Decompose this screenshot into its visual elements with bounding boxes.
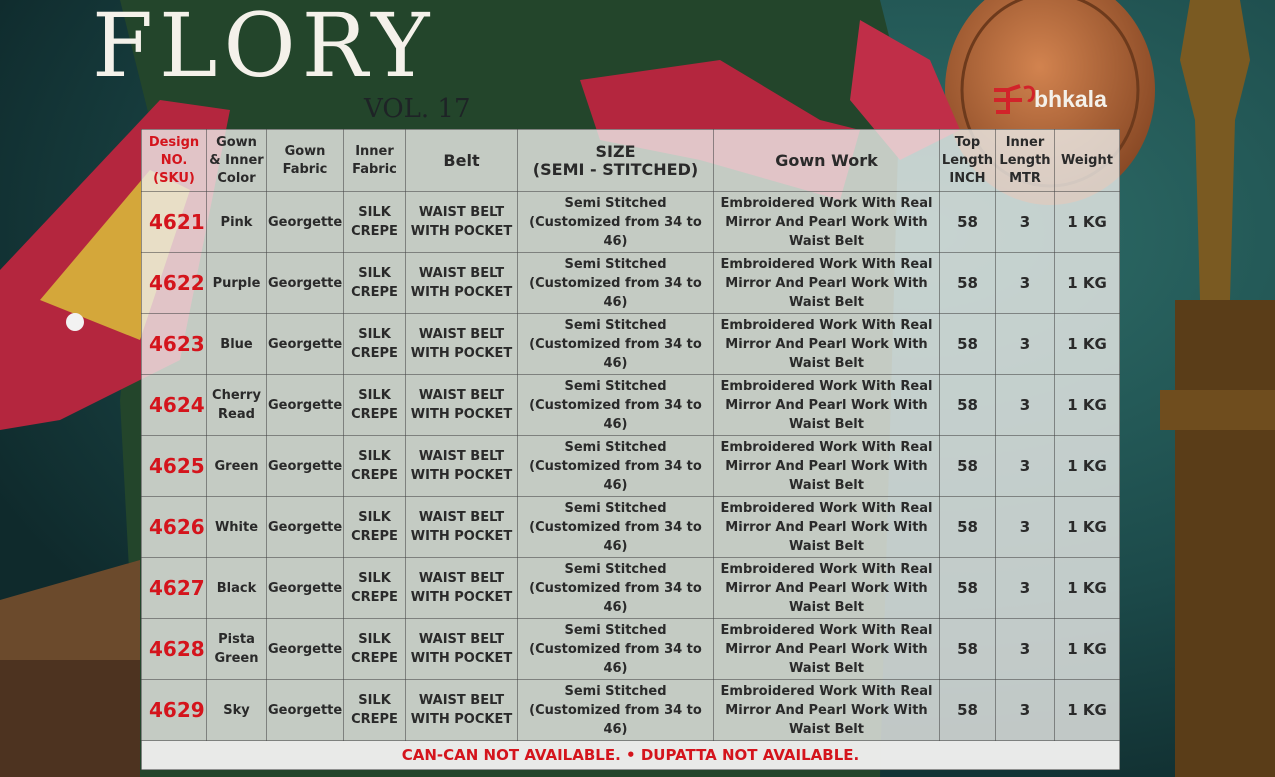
size-cell: Semi Stitched (Customized from 34 to 46) [518, 375, 714, 436]
gown-work-cell: Embroidered Work With Real Mirror And Pearl Work With Waist Belt [714, 192, 940, 253]
gown-work-cell: Embroidered Work With Real Mirror And Pearl Work With Waist Belt [714, 314, 940, 375]
header-row [142, 130, 1120, 192]
size-cell: Semi Stitched (Customized from 34 to 46) [518, 192, 714, 253]
sku-cell: 4628 [142, 619, 207, 680]
inner-length-cell: 3 [996, 253, 1055, 314]
inner-fabric-cell: SILK CREPE [344, 680, 406, 741]
sku-cell: 4629 [142, 680, 207, 741]
header-fabric: Gown Fabric [267, 130, 344, 192]
top-length-cell: 58 [940, 314, 996, 375]
sku-cell: 4621 [142, 192, 207, 253]
fabric-cell: Georgette [267, 558, 344, 619]
weight-cell: 1 KG [1055, 314, 1120, 375]
fabric-cell: Georgette [267, 619, 344, 680]
volume-label: VOL. 17 [364, 94, 471, 124]
inner-length-cell: 3 [996, 558, 1055, 619]
header-size: SIZE (SEMI - STITCHED) [518, 130, 714, 192]
inner-length-cell: 3 [996, 314, 1055, 375]
gown-work-cell: Embroidered Work With Real Mirror And Pearl Work With Waist Belt [714, 497, 940, 558]
size-cell: Semi Stitched (Customized from 34 to 46) [518, 619, 714, 680]
gown-work-cell: Embroidered Work With Real Mirror And Pearl Work With Waist Belt [714, 436, 940, 497]
weight-cell: 1 KG [1055, 619, 1120, 680]
inner-length-cell: 3 [996, 192, 1055, 253]
header-belt: Belt [406, 130, 518, 192]
header-inner-fabric: Inner Fabric [344, 130, 406, 192]
sku-cell: 4623 [142, 314, 207, 375]
fabric-cell: Georgette [267, 253, 344, 314]
inner-fabric-cell: SILK CREPE [344, 619, 406, 680]
belt-cell: WAIST BELT WITH POCKET [406, 619, 518, 680]
belt-cell: WAIST BELT WITH POCKET [406, 436, 518, 497]
gown-work-cell: Embroidered Work With Real Mirror And Pearl Work With Waist Belt [714, 619, 940, 680]
fabric-cell: Georgette [267, 314, 344, 375]
color-cell: Pista Green [207, 619, 267, 680]
inner-fabric-cell: SILK CREPE [344, 558, 406, 619]
sku-cell: 4627 [142, 558, 207, 619]
weight-cell: 1 KG [1055, 497, 1120, 558]
color-cell: Cherry Read [207, 375, 267, 436]
header-design-no: Design NO. (SKU) [142, 130, 207, 192]
table-row [142, 375, 1120, 436]
belt-cell: WAIST BELT WITH POCKET [406, 558, 518, 619]
table-row [142, 436, 1120, 497]
brand-title: FLORY [92, 0, 436, 97]
catalog-table [141, 129, 1120, 770]
weight-cell: 1 KG [1055, 253, 1120, 314]
gown-work-cell: Embroidered Work With Real Mirror And Pearl Work With Waist Belt [714, 253, 940, 314]
inner-length-cell: 3 [996, 619, 1055, 680]
belt-cell: WAIST BELT WITH POCKET [406, 680, 518, 741]
top-length-cell: 58 [940, 253, 996, 314]
logo-wordmark: bhkala [1034, 86, 1107, 112]
color-cell: Purple [207, 253, 267, 314]
weight-cell: 1 KG [1055, 558, 1120, 619]
header-color: Gown & Inner Color [207, 130, 267, 192]
color-cell: Green [207, 436, 267, 497]
inner-fabric-cell: SILK CREPE [344, 375, 406, 436]
top-length-cell: 58 [940, 558, 996, 619]
fabric-cell: Georgette [267, 375, 344, 436]
top-length-cell: 58 [940, 680, 996, 741]
gown-work-cell: Embroidered Work With Real Mirror And Pearl Work With Waist Belt [714, 680, 940, 741]
size-cell: Semi Stitched (Customized from 34 to 46) [518, 436, 714, 497]
inner-fabric-cell: SILK CREPE [344, 253, 406, 314]
size-cell: Semi Stitched (Customized from 34 to 46) [518, 680, 714, 741]
color-cell: Pink [207, 192, 267, 253]
sku-cell: 4625 [142, 436, 207, 497]
belt-cell: WAIST BELT WITH POCKET [406, 192, 518, 253]
color-cell: Blue [207, 314, 267, 375]
top-length-cell: 58 [940, 375, 996, 436]
table-row [142, 619, 1120, 680]
weight-cell: 1 KG [1055, 192, 1120, 253]
footer-row [142, 741, 1120, 770]
weight-cell: 1 KG [1055, 436, 1120, 497]
fabric-cell: Georgette [267, 497, 344, 558]
table-row [142, 192, 1120, 253]
availability-note: CAN-CAN NOT AVAILABLE. • DUPATTA NOT AVAILABLE. [142, 741, 1120, 770]
fabric-cell: Georgette [267, 436, 344, 497]
inner-length-cell: 3 [996, 375, 1055, 436]
belt-cell: WAIST BELT WITH POCKET [406, 375, 518, 436]
table-row [142, 253, 1120, 314]
inner-fabric-cell: SILK CREPE [344, 497, 406, 558]
header-gown-work: Gown Work [714, 130, 940, 192]
top-length-cell: 58 [940, 619, 996, 680]
size-cell: Semi Stitched (Customized from 34 to 46) [518, 558, 714, 619]
size-cell: Semi Stitched (Customized from 34 to 46) [518, 497, 714, 558]
top-length-cell: 58 [940, 497, 996, 558]
swastik-icon [994, 86, 1022, 112]
header-inner-length: Inner Length MTR [996, 130, 1055, 192]
fabric-cell: Georgette [267, 680, 344, 741]
top-length-cell: 58 [940, 436, 996, 497]
color-cell: White [207, 497, 267, 558]
inner-length-cell: 3 [996, 436, 1055, 497]
sku-cell: 4626 [142, 497, 207, 558]
table-row [142, 314, 1120, 375]
header-top-length: Top Length INCH [940, 130, 996, 192]
inner-fabric-cell: SILK CREPE [344, 314, 406, 375]
table-row [142, 497, 1120, 558]
table-row [142, 680, 1120, 741]
belt-cell: WAIST BELT WITH POCKET [406, 253, 518, 314]
top-length-cell: 58 [940, 192, 996, 253]
color-cell: Sky [207, 680, 267, 741]
inner-length-cell: 3 [996, 497, 1055, 558]
table-row [142, 558, 1120, 619]
header-weight: Weight [1055, 130, 1120, 192]
fabric-cell: Georgette [267, 192, 344, 253]
weight-cell: 1 KG [1055, 680, 1120, 741]
gown-work-cell: Embroidered Work With Real Mirror And Pearl Work With Waist Belt [714, 558, 940, 619]
weight-cell: 1 KG [1055, 375, 1120, 436]
belt-cell: WAIST BELT WITH POCKET [406, 497, 518, 558]
size-cell: Semi Stitched (Customized from 34 to 46) [518, 314, 714, 375]
inner-fabric-cell: SILK CREPE [344, 436, 406, 497]
size-cell: Semi Stitched (Customized from 34 to 46) [518, 253, 714, 314]
belt-cell: WAIST BELT WITH POCKET [406, 314, 518, 375]
inner-length-cell: 3 [996, 680, 1055, 741]
sku-cell: 4624 [142, 375, 207, 436]
inner-fabric-cell: SILK CREPE [344, 192, 406, 253]
sku-cell: 4622 [142, 253, 207, 314]
color-cell: Black [207, 558, 267, 619]
gown-work-cell: Embroidered Work With Real Mirror And Pearl Work With Waist Belt [714, 375, 940, 436]
